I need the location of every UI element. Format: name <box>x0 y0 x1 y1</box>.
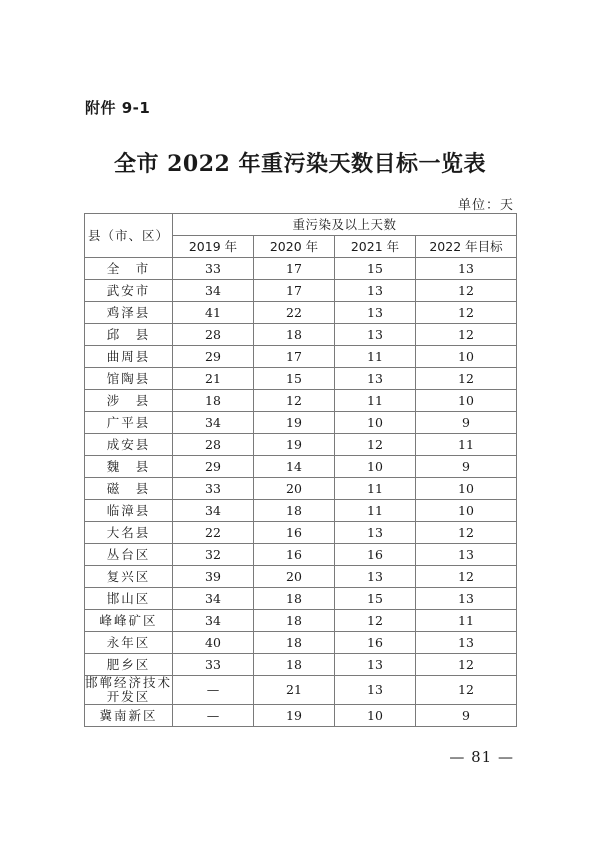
document-title: 全市 2022 年重污染天数目标一览表 <box>113 151 487 177</box>
region-name: 复兴区 <box>85 566 173 588</box>
table-row <box>85 390 517 412</box>
value-2019: 41 <box>173 302 254 324</box>
value-2021: 11 <box>335 390 416 412</box>
value-2020: 21 <box>254 676 335 705</box>
value-2022-target: 10 <box>416 390 517 412</box>
value-2020: 19 <box>254 705 335 727</box>
value-2020: 17 <box>254 258 335 280</box>
value-2022-target: 10 <box>416 346 517 368</box>
value-2022-target: 11 <box>416 434 517 456</box>
value-2022-target: 13 <box>416 544 517 566</box>
value-2019: 34 <box>173 412 254 434</box>
value-2020: 20 <box>254 478 335 500</box>
table-row <box>85 654 517 676</box>
value-2022-target: 10 <box>416 500 517 522</box>
value-2021: 13 <box>335 302 416 324</box>
region-name-line1: 邯郸经济技术 <box>85 675 173 690</box>
value-2021: 10 <box>335 456 416 478</box>
value-2021: 16 <box>335 544 416 566</box>
value-2022-target: 12 <box>416 522 517 544</box>
value-2019: 33 <box>173 258 254 280</box>
region-name: 冀南新区 <box>85 705 173 727</box>
table-row <box>85 588 517 610</box>
value-2022-target: 10 <box>416 478 517 500</box>
value-2019: 28 <box>173 434 254 456</box>
value-2021: 13 <box>335 324 416 346</box>
region-name: 磁 县 <box>85 478 173 500</box>
table-row <box>85 280 517 302</box>
value-2021: 15 <box>335 258 416 280</box>
value-2020: 22 <box>254 302 335 324</box>
value-2020: 20 <box>254 566 335 588</box>
region-name: 武安市 <box>85 280 173 302</box>
region-name: 广平县 <box>85 412 173 434</box>
region-name <box>85 676 173 705</box>
value-2021: 11 <box>335 500 416 522</box>
value-2019: 39 <box>173 566 254 588</box>
pollution-days-table <box>84 213 517 727</box>
table-row <box>85 632 517 654</box>
value-2020: 19 <box>254 434 335 456</box>
value-2021: 13 <box>335 368 416 390</box>
value-2020: 17 <box>254 346 335 368</box>
region-name: 馆陶县 <box>85 368 173 390</box>
value-2019: 22 <box>173 522 254 544</box>
attachment-label: 附件 9-1 <box>85 99 151 117</box>
region-name: 邯山区 <box>85 588 173 610</box>
value-2020: 14 <box>254 456 335 478</box>
table-row <box>85 456 517 478</box>
table-row <box>85 412 517 434</box>
region-name: 峰峰矿区 <box>85 610 173 632</box>
value-2022-target: 12 <box>416 302 517 324</box>
year-header-2021: 2021 年 <box>335 236 416 258</box>
page-number: — 81 — <box>449 748 514 766</box>
year-header-2019: 2019 年 <box>173 236 254 258</box>
table-row <box>85 368 517 390</box>
region-name: 涉 县 <box>85 390 173 412</box>
region-name: 成安县 <box>85 434 173 456</box>
value-2019: 33 <box>173 654 254 676</box>
region-name: 临漳县 <box>85 500 173 522</box>
region-name: 全 市 <box>85 258 173 280</box>
value-2019: 33 <box>173 478 254 500</box>
value-2021: 10 <box>335 412 416 434</box>
value-2019: — <box>173 705 254 727</box>
group-column-header: 重污染及以上天数 <box>173 214 517 236</box>
value-2019: 32 <box>173 544 254 566</box>
table-row <box>85 544 517 566</box>
value-2020: 18 <box>254 588 335 610</box>
table-row <box>85 522 517 544</box>
value-2020: 18 <box>254 500 335 522</box>
value-2022-target: 9 <box>416 412 517 434</box>
region-name: 大名县 <box>85 522 173 544</box>
table-row <box>85 478 517 500</box>
region-name: 鸡泽县 <box>85 302 173 324</box>
value-2020: 18 <box>254 654 335 676</box>
region-name: 丛台区 <box>85 544 173 566</box>
value-2020: 15 <box>254 368 335 390</box>
value-2021: 16 <box>335 632 416 654</box>
table-row <box>85 258 517 280</box>
value-2022-target: 12 <box>416 324 517 346</box>
value-2019: — <box>173 676 254 705</box>
value-2022-target: 9 <box>416 705 517 727</box>
table-row <box>85 676 517 705</box>
value-2022-target: 12 <box>416 566 517 588</box>
value-2021: 13 <box>335 676 416 705</box>
value-2021: 13 <box>335 566 416 588</box>
region-name: 魏 县 <box>85 456 173 478</box>
value-2022-target: 13 <box>416 632 517 654</box>
value-2021: 12 <box>335 610 416 632</box>
value-2019: 29 <box>173 346 254 368</box>
region-name: 邱 县 <box>85 324 173 346</box>
value-2021: 13 <box>335 280 416 302</box>
region-column-header: 县（市、区） <box>85 214 173 258</box>
value-2022-target: 13 <box>416 588 517 610</box>
value-2022-target: 12 <box>416 280 517 302</box>
value-2021: 11 <box>335 478 416 500</box>
table-row <box>85 566 517 588</box>
value-2021: 15 <box>335 588 416 610</box>
table-row <box>85 324 517 346</box>
value-2022-target: 12 <box>416 654 517 676</box>
table-row <box>85 434 517 456</box>
table-row <box>85 302 517 324</box>
value-2021: 10 <box>335 705 416 727</box>
table-row <box>85 500 517 522</box>
value-2019: 29 <box>173 456 254 478</box>
value-2020: 17 <box>254 280 335 302</box>
value-2022-target: 12 <box>416 676 517 705</box>
value-2022-target: 12 <box>416 368 517 390</box>
value-2019: 34 <box>173 280 254 302</box>
value-2019: 18 <box>173 390 254 412</box>
value-2022-target: 13 <box>416 258 517 280</box>
table-row <box>85 705 517 727</box>
value-2020: 16 <box>254 522 335 544</box>
value-2020: 16 <box>254 544 335 566</box>
value-2019: 40 <box>173 632 254 654</box>
value-2020: 12 <box>254 390 335 412</box>
unit-label: 单位：天 <box>457 198 514 213</box>
region-name-line2: 开发区 <box>106 689 151 704</box>
value-2021: 11 <box>335 346 416 368</box>
value-2020: 18 <box>254 632 335 654</box>
region-name: 曲周县 <box>85 346 173 368</box>
region-name: 肥乡区 <box>85 654 173 676</box>
table-row <box>85 610 517 632</box>
year-header-2020: 2020 年 <box>254 236 335 258</box>
value-2020: 18 <box>254 324 335 346</box>
year-header-2022-target: 2022 年目标 <box>416 236 517 258</box>
value-2019: 34 <box>173 610 254 632</box>
value-2021: 13 <box>335 654 416 676</box>
table-header-row <box>85 214 517 236</box>
region-name: 永年区 <box>85 632 173 654</box>
value-2020: 19 <box>254 412 335 434</box>
value-2021: 12 <box>335 434 416 456</box>
value-2019: 28 <box>173 324 254 346</box>
value-2022-target: 11 <box>416 610 517 632</box>
value-2021: 13 <box>335 522 416 544</box>
value-2019: 34 <box>173 500 254 522</box>
value-2019: 21 <box>173 368 254 390</box>
value-2019: 34 <box>173 588 254 610</box>
value-2020: 18 <box>254 610 335 632</box>
table-row <box>85 346 517 368</box>
value-2022-target: 9 <box>416 456 517 478</box>
